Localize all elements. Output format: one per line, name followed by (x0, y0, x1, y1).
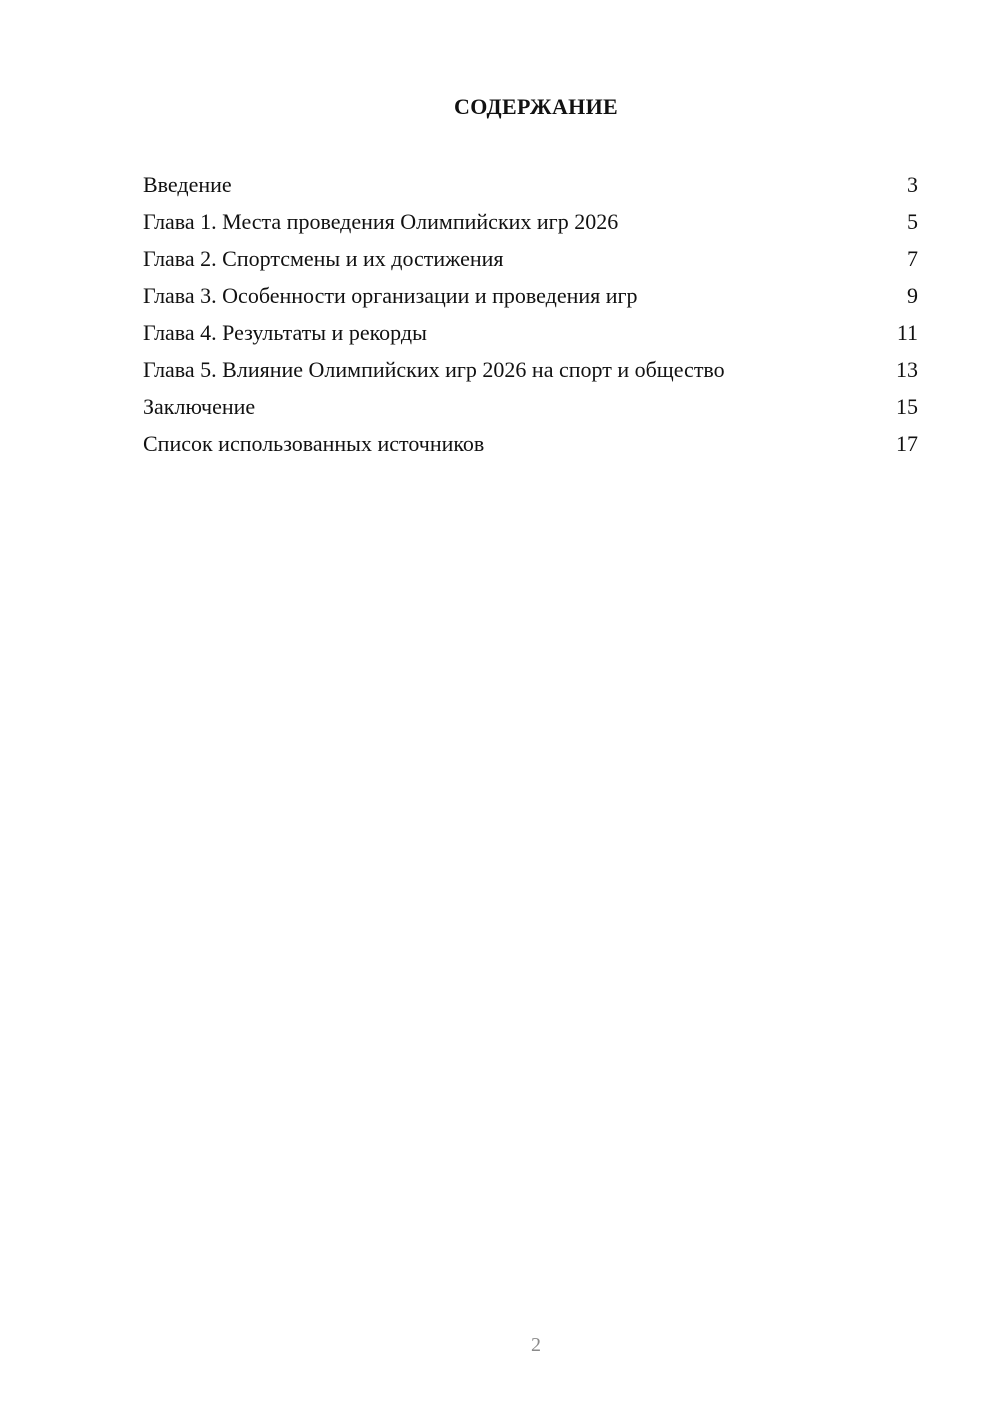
toc-entry-chapter-4[interactable] (143, 318, 918, 355)
toc-entry-label: Заключение (143, 394, 256, 419)
toc-entry-page-number: 13 (896, 357, 918, 382)
toc-entry-page-number: 9 (907, 283, 918, 308)
toc-entry-page-number: 11 (896, 320, 918, 345)
toc-entry-label: Введение (143, 172, 232, 197)
toc-entry-page-number: 17 (896, 431, 918, 456)
toc-entry-chapter-5[interactable] (143, 355, 918, 392)
toc-entry-label: Глава 4. Результаты и рекорды (143, 320, 427, 345)
toc-entry-introduction[interactable] (143, 170, 918, 207)
page-title: СОДЕРЖАНИЕ (454, 94, 618, 119)
toc-entry-conclusion[interactable] (143, 392, 918, 429)
toc-entry-label: Глава 2. Спортсмены и их достижения (143, 246, 504, 271)
toc-entry-label: Глава 3. Особенности организации и проведения игр (143, 283, 638, 308)
toc-entry-label: Глава 5. Влияние Олимпийских игр 2026 на спорт и общество (143, 357, 725, 382)
toc-entry-page-number: 5 (907, 209, 918, 234)
toc-entry-references[interactable] (143, 429, 918, 466)
toc-entry-label: Список использованных источников (143, 431, 485, 456)
toc-entry-label: Глава 1. Места проведения Олимпийских игр 2026 (143, 209, 619, 234)
toc-entry-chapter-3[interactable] (143, 281, 918, 318)
toc-entry-chapter-2[interactable] (143, 244, 918, 281)
toc-entry-page-number: 3 (907, 172, 918, 197)
toc-entry-page-number: 7 (907, 246, 918, 271)
toc-entry-page-number: 15 (896, 394, 918, 419)
toc-entry-chapter-1[interactable] (143, 207, 918, 244)
page-footer-number: 2 (531, 1334, 541, 1356)
table-of-contents (143, 170, 918, 466)
